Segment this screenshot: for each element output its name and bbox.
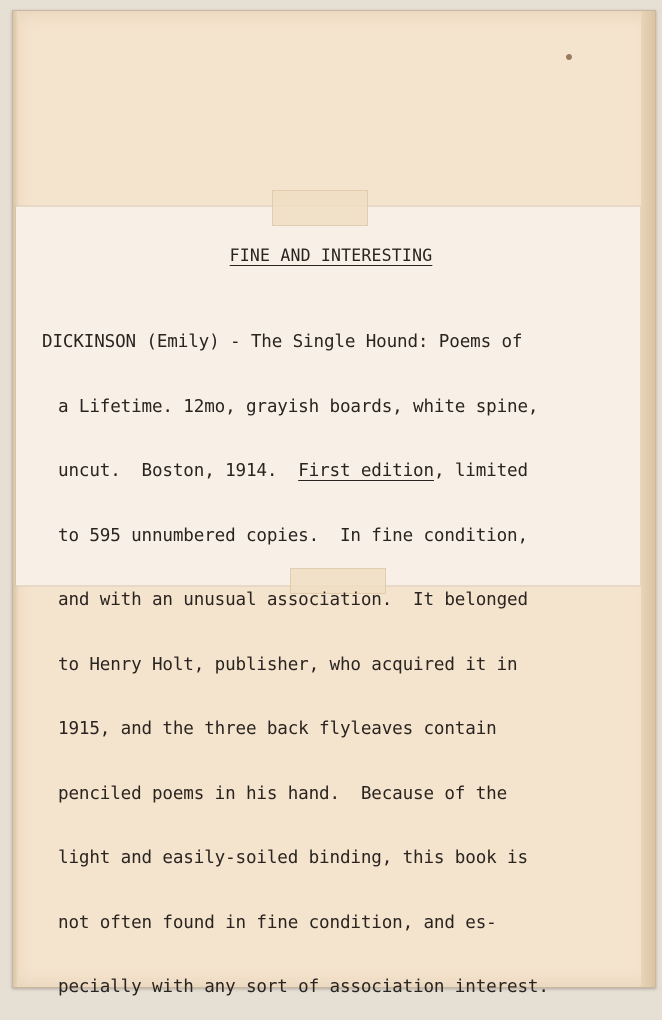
entry-line: DICKINSON (Emily) - The Single Hound: Poems of	[42, 332, 523, 352]
entry-text: uncut. Boston, 1914.	[58, 461, 299, 481]
entry-line	[42, 461, 652, 483]
entry-line: light and easily-soiled binding, this book is	[58, 848, 528, 868]
first-edition-text: First edition	[298, 461, 434, 481]
slip-heading	[0, 246, 662, 265]
entry-line: a Lifetime. 12mo, grayish boards, white spine,	[58, 396, 539, 417]
entry-line: and with an unusual association. It belonged	[58, 590, 528, 610]
foxing-spot	[566, 54, 572, 60]
entry-line: pecially with any sort of association interest.	[58, 977, 549, 997]
entry-line: not often found in fine condition, and es-	[58, 912, 497, 933]
entry-line: to 595 unnumbered copies. In fine condition,	[58, 525, 528, 546]
tape-top	[272, 190, 368, 226]
catalog-entry	[42, 289, 652, 1020]
entry-line: penciled poems in his hand. Because of the	[58, 783, 508, 804]
entry-line: 1915, and the three back flyleaves contain	[58, 719, 497, 739]
entry-text: , limited	[433, 461, 528, 481]
entry-line: to Henry Holt, publisher, who acquired it in	[58, 654, 518, 675]
heading-text: FINE AND INTERESTING	[229, 246, 433, 265]
